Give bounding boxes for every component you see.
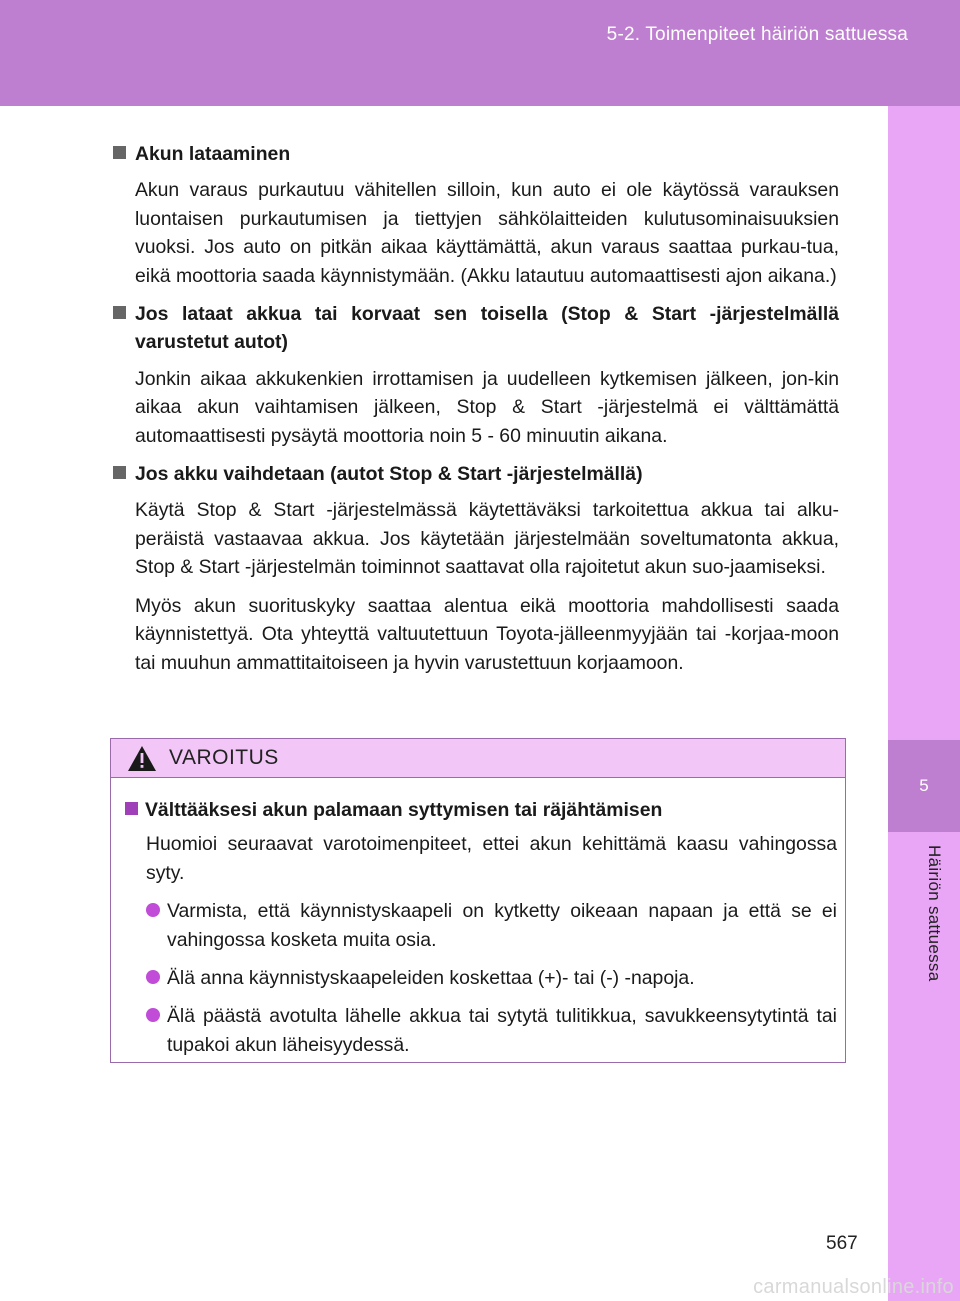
warning-label: VAROITUS xyxy=(169,746,279,769)
page-number: 567 xyxy=(826,1233,858,1254)
warning-intro: Huomioi seuraavat varotoimenpiteet, ettei akun kehittämä kaasu vahingossa syty. xyxy=(146,833,837,884)
section-heading: Jos lataat akkua tai korvaat sen toisella (Stop & Start -järjestelmällä varustetut autot) xyxy=(113,300,839,357)
warning-bullet: Älä anna käynnistyskaapeleiden koskettaa (+)- tai (-) -napoja. xyxy=(125,964,837,992)
watermark[interactable]: carmanualsonline.info xyxy=(753,1276,954,1298)
chapter-number: 5 xyxy=(888,740,960,832)
chapter-side-tab xyxy=(888,106,960,1301)
chapter-label: Häiriön sattuessa xyxy=(925,845,944,982)
section-title: 5-2. Toimenpiteet häiriön sattuessa xyxy=(606,24,908,45)
paragraph: Myös akun suorituskyky saattaa alentua eikä moottoria mahdollisesti saada käynnistettyä. Ota yhteyttä valtuutettuun Toyota-jälleenmyyjään tai -korjaa-moon tai muuhun ammattitaitoiseen ja hyvin varustettuun korjaamoon. xyxy=(135,594,839,674)
paragraph: Akun varaus purkautuu vähitellen silloin, kun auto ei ole käytössä varauksen luontaisen purkautumisen ja tiettyjen sähkölaitteiden kulutusominaisuuksien vuoksi. Jos auto on pitkän aikaa käyttämättä, akun varaus saattaa purkau-tua, eikä moottoria saada käynnistymään. (Akku latautuu automaattisesti ajon aikana.) xyxy=(135,179,839,287)
square-bullet-icon xyxy=(113,146,126,159)
round-bullet-icon xyxy=(146,903,160,917)
paragraph: Jonkin aikaa akkukenkien irrottamisen ja uudelleen kytkemisen jälkeen, jon-kin aikaa akun vaihtamisen jälkeen, Stop & Start -järjestelmä ei välttämättä automaattisesti pysäytä moottoria noin 5 - 60 minuutin aikana. xyxy=(135,367,839,447)
round-bullet-icon xyxy=(146,970,160,984)
square-bullet-icon xyxy=(113,306,126,319)
warning-bullet: Varmista, että käynnistyskaapeli on kytketty oikeaan napaan ja että se ei vahingossa kosketa muita osia. xyxy=(125,897,837,954)
square-bullet-icon xyxy=(113,466,126,479)
warning-box xyxy=(110,738,846,1063)
warning-triangle-icon xyxy=(127,745,157,772)
section-heading: Jos akku vaihdetaan (autot Stop & Start -järjestelmällä) xyxy=(113,460,839,488)
main-content xyxy=(113,140,839,687)
section-heading: Akun lataaminen xyxy=(113,140,839,168)
warning-header xyxy=(111,739,845,778)
page-header xyxy=(0,0,960,106)
warning-body xyxy=(125,796,837,1069)
square-bullet-icon xyxy=(125,802,138,815)
paragraph: Käytä Stop & Start -järjestelmässä käytettäväksi tarkoitettua akkua tai alku-peräistä vastaavaa akkua. Jos käytetään järjestelmään soveltumatonta akkua, Stop & Start -järjestelmän toiminnot saattavat olla rajoitetut akun suo-jaamiseksi. xyxy=(135,499,839,579)
warning-heading: Välttääksesi akun palamaan syttymisen tai räjähtämisen xyxy=(125,796,837,824)
warning-bullet: Älä päästä avotulta lähelle akkua tai sytytä tulitikkua, savukkeensytytintä tai tupakoi akun läheisyydessä. xyxy=(125,1002,837,1059)
round-bullet-icon xyxy=(146,1008,160,1022)
